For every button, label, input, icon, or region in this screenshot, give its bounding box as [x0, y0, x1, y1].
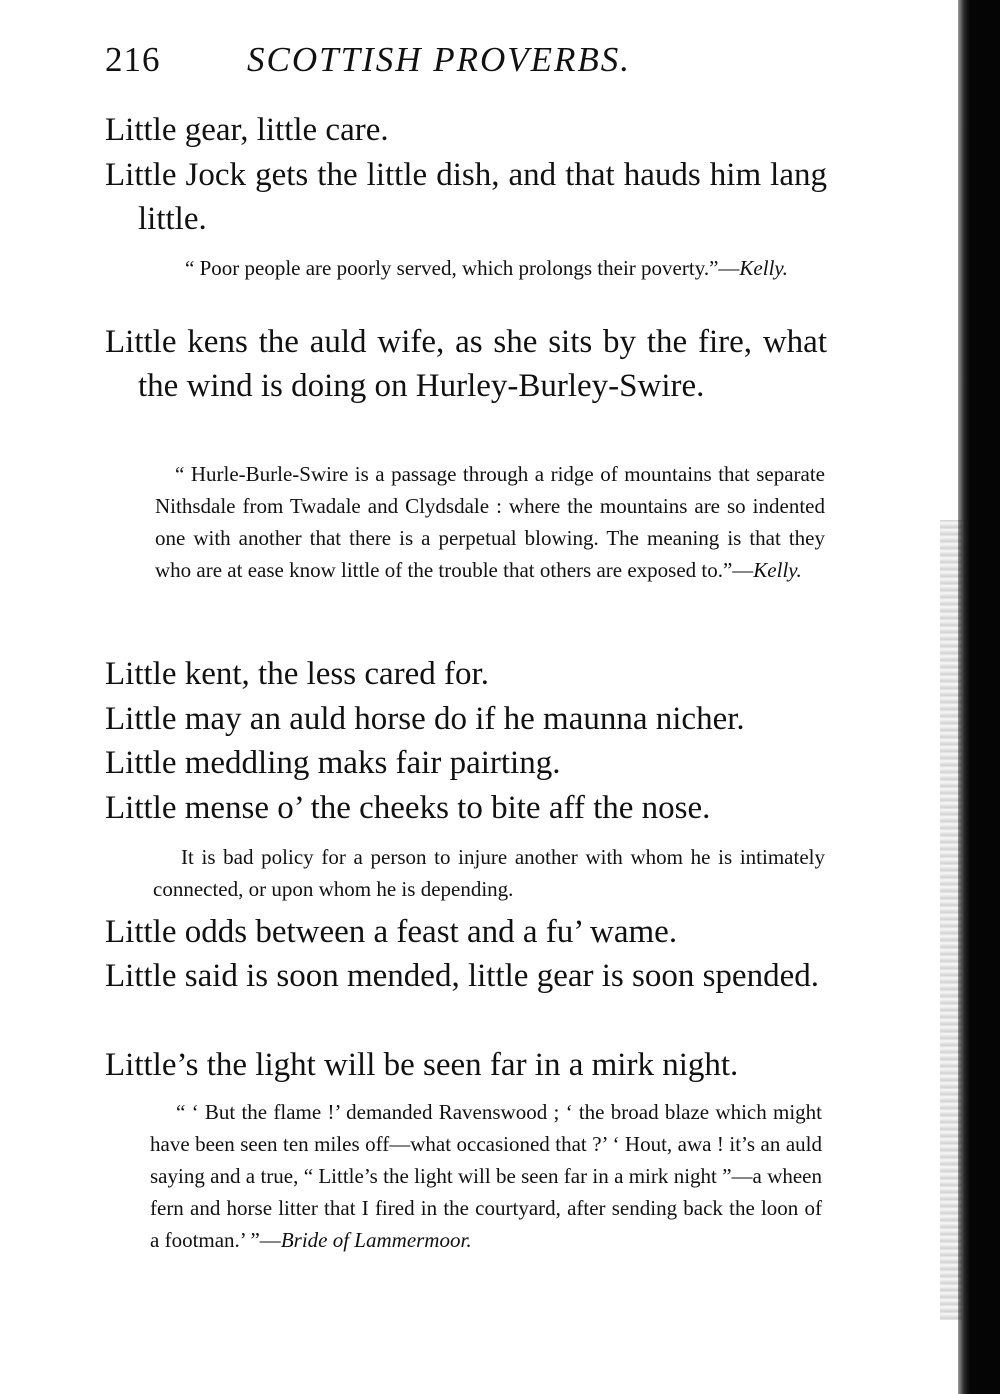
binding-edge	[958, 0, 1000, 1394]
page-header	[105, 40, 905, 90]
note-text: “ Hurle-Burle-Swire is a passage through a ridge of mountains that separate Nithsdale from Twadale and Clydsdale : where the mountains are so indented one with another that there is a perpetual blowing. The meaning is that they who are at ease know little of the trouble that others are exposed to.”—	[155, 462, 825, 582]
proverb: Little Jock gets the little dish, and that hauds him lang little.	[105, 157, 827, 237]
note-source: Kelly.	[739, 256, 788, 280]
proverb: Little mense o’ the cheeks to bite aff the nose.	[105, 790, 711, 826]
note-source: Bride of Lammermoor.	[280, 1228, 472, 1252]
page-number: 216	[105, 40, 161, 79]
note-source: Kelly.	[753, 558, 802, 582]
proverb-note	[157, 252, 827, 284]
proverb: Little kent, the less cared for.	[105, 656, 489, 692]
proverb: Little kens the auld wife, as she sits by the fire, what the wind is doing on Hurley-Burley-Swire.	[105, 324, 827, 404]
note-text: “ ‘ But the flame !’ demanded Ravenswood ; ‘ the broad blaze which might have been seen ten miles off—what occasioned that ?’ ‘ Hout, awa ! it’s an auld saying and a true, “ Little’s the light will be seen far in a mirk night ”—a wheen fern and horse litter that I fired in the courtyard, after sending back the loon of a footman.’ ”—	[150, 1100, 822, 1252]
proverb-note	[155, 458, 825, 586]
note-text: It is bad policy for a person to injure another with whom he is intimately connected, or upon whom he is depending.	[153, 845, 825, 901]
binding-edge-texture	[940, 520, 962, 1320]
proverb-note	[153, 841, 825, 905]
proverb: Little gear, little care.	[105, 112, 389, 148]
running-title: SCOTTISH PROVERBS.	[247, 40, 632, 79]
proverb: Little odds between a feast and a fu’ wame.	[105, 914, 678, 950]
proverb: Little’s the light will be seen far in a mirk night.	[105, 1047, 739, 1083]
proverb: Little said is soon mended, little gear is soon spended.	[105, 958, 819, 994]
proverb-note	[150, 1096, 822, 1256]
proverb: Little may an auld horse do if he maunna nicher.	[105, 701, 745, 737]
proverb: Little meddling maks fair pairting.	[105, 745, 561, 781]
note-text: “ Poor people are poorly served, which prolongs their poverty.”—	[185, 256, 740, 280]
